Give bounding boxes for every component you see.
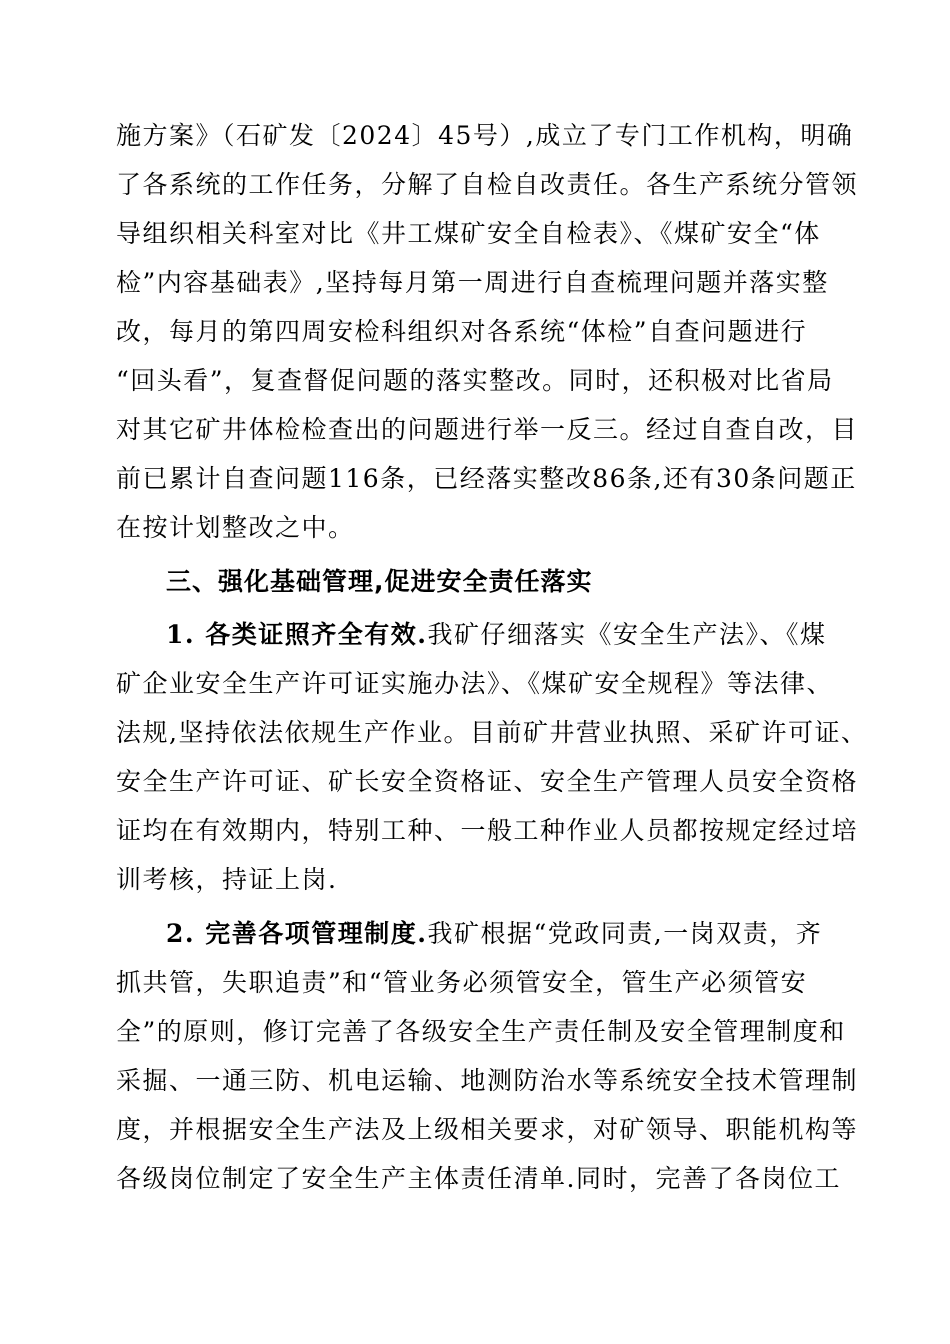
paragraph-line: 导组织相关科室对比《井工煤矿安全自检表》、《煤矿安全“体 [116,219,821,248]
section-heading: 三、强化基础管理,促进安全责任落实 [166,567,593,596]
paragraph-line: 前已累计自查问题116条，已经落实整改86条,还有30条问题正 [116,464,857,493]
item-1-first-line [166,617,827,653]
paragraph-line: 安全生产许可证、矿长安全资格证、安全生产管理人员安全资格 [116,767,859,796]
item-2-title: 2. 完善各项管理制度. [166,919,428,948]
paragraph-line: 法规,坚持依法依规生产作业。目前矿井营业执照、采矿许可证、 [116,718,868,747]
paragraph-line: 矿企业安全生产许可证实施办法》、《煤矿安全规程》等法律、 [116,669,834,698]
item-1-text: 我矿仔细落实《安全生产法》、《煤 [427,620,827,649]
paragraph-line: 全”的原则，修订完善了各级安全生产责任制及安全管理制度和 [116,1017,846,1046]
paragraph-line: 各级岗位制定了安全生产主体责任清单.同时，完善了各岗位工 [116,1164,841,1193]
paragraph-line: 抓共管，失职追责”和“管业务必须管安全，管生产必须管安 [116,968,808,997]
paragraph-line: 检”内容基础表》,坚持每月第一周进行自查梳理问题并落实整 [116,268,829,297]
paragraph-line: 对其它矿井体检检查出的问题进行举一反三。经过自查自改，目 [116,415,859,444]
item-1-title: 1. 各类证照齐全有效. [166,620,428,649]
paragraph-line: 了各系统的工作任务，分解了自检自改责任。各生产系统分管领 [116,170,859,199]
paragraph-line: 采掘、一通三防、机电运输、地测防治水等系统安全技术管理制 [116,1066,859,1095]
item-2-text: 我矿根据“党政同责,一岗双责，齐 [427,919,823,948]
paragraph-line: 施方案》（石矿发〔2024〕45号）,成立了专门工作机构，明确 [116,121,854,150]
paragraph-line: 证均在有效期内，特别工种、一般工种作业人员都按规定经过培 [116,816,859,845]
paragraph-line: 度，并根据安全生产法及上级相关要求，对矿领导、职能机构等 [116,1115,859,1144]
paragraph-line: 改，每月的第四周安检科组织对各系统“体检”自查问题进行 [116,317,808,346]
item-2-first-line [166,916,822,952]
paragraph-line: “回头看”，复查督促问题的落实整改。同时，还积极对比省局 [116,366,834,395]
paragraph-line: 在按计划整改之中。 [116,513,355,542]
paragraph-line: 训考核，持证上岗. [116,865,338,894]
